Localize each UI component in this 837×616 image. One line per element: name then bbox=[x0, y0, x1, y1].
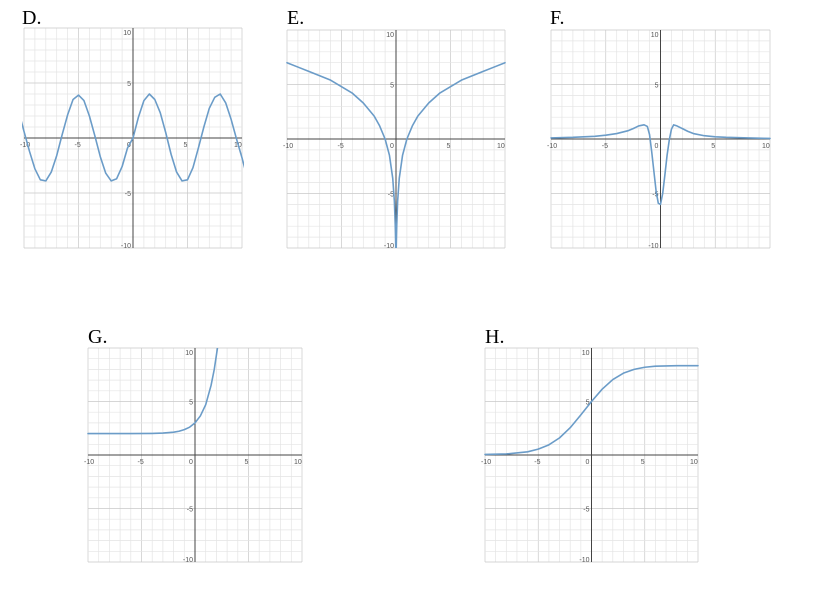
y-tick-label: -10 bbox=[383, 243, 394, 250]
x-tick-label: 10 bbox=[497, 143, 505, 150]
y-tick-label: -10 bbox=[182, 557, 193, 564]
y-tick-label: -5 bbox=[652, 191, 659, 199]
y-tick-label: 5 bbox=[654, 82, 659, 90]
x-tick-label: 10 bbox=[294, 459, 302, 466]
y-tick-label: 5 bbox=[127, 81, 131, 88]
y-tick-label: -5 bbox=[186, 506, 193, 514]
x-tick-label: 5 bbox=[711, 143, 716, 150]
x-tick-label: 0 bbox=[189, 459, 193, 466]
y-tick-label: -10 bbox=[120, 243, 131, 250]
x-tick-label: 5 bbox=[446, 143, 451, 150]
x-tick-label: 0 bbox=[585, 459, 590, 466]
plot-area bbox=[283, 30, 505, 250]
y-tick-label: 10 bbox=[123, 30, 131, 37]
y-tick-label: 10 bbox=[386, 32, 394, 39]
panel-label: F. bbox=[550, 7, 565, 29]
panel-label: E. bbox=[287, 7, 305, 29]
y-tick-label: -10 bbox=[648, 243, 659, 250]
x-tick-label: -5 bbox=[534, 459, 541, 466]
x-tick-label: -10 bbox=[481, 459, 492, 466]
y-tick-label: 5 bbox=[189, 399, 193, 407]
y-tick-label: 10 bbox=[650, 32, 659, 39]
plot-area bbox=[481, 348, 698, 564]
x-tick-label: -10 bbox=[20, 142, 31, 149]
x-tick-label: -10 bbox=[283, 143, 294, 150]
x-tick-label: -10 bbox=[84, 459, 95, 466]
y-tick-label: -10 bbox=[579, 557, 590, 564]
x-tick-label: 10 bbox=[690, 459, 698, 466]
plot-area bbox=[84, 348, 302, 564]
y-tick-label: 10 bbox=[185, 350, 193, 357]
y-tick-label: 5 bbox=[585, 399, 590, 407]
x-tick-label: 0 bbox=[390, 143, 394, 150]
y-tick-label: 5 bbox=[390, 82, 394, 90]
y-tick-label: -5 bbox=[583, 506, 590, 514]
y-tick-label: -5 bbox=[124, 191, 131, 198]
panel-label: G. bbox=[88, 326, 108, 348]
x-tick-label: -5 bbox=[137, 459, 144, 466]
panel-label: H. bbox=[485, 326, 505, 348]
x-tick-label: 10 bbox=[234, 142, 242, 149]
x-tick-label: -5 bbox=[74, 142, 81, 149]
x-tick-label: 0 bbox=[127, 142, 131, 149]
x-tick-label: 5 bbox=[640, 459, 645, 466]
panel-label: D. bbox=[22, 7, 42, 29]
x-tick-label: 0 bbox=[654, 143, 659, 150]
y-tick-label: 10 bbox=[581, 350, 590, 357]
x-tick-label: 10 bbox=[762, 143, 770, 150]
plot-area bbox=[547, 30, 770, 250]
x-tick-label: 5 bbox=[244, 459, 249, 466]
x-tick-label: -5 bbox=[337, 143, 344, 150]
x-tick-label: -10 bbox=[547, 143, 558, 150]
plot-area bbox=[20, 28, 242, 250]
x-tick-label: -5 bbox=[601, 143, 608, 150]
y-tick-label: -5 bbox=[387, 191, 394, 199]
x-tick-label: 5 bbox=[183, 142, 188, 149]
